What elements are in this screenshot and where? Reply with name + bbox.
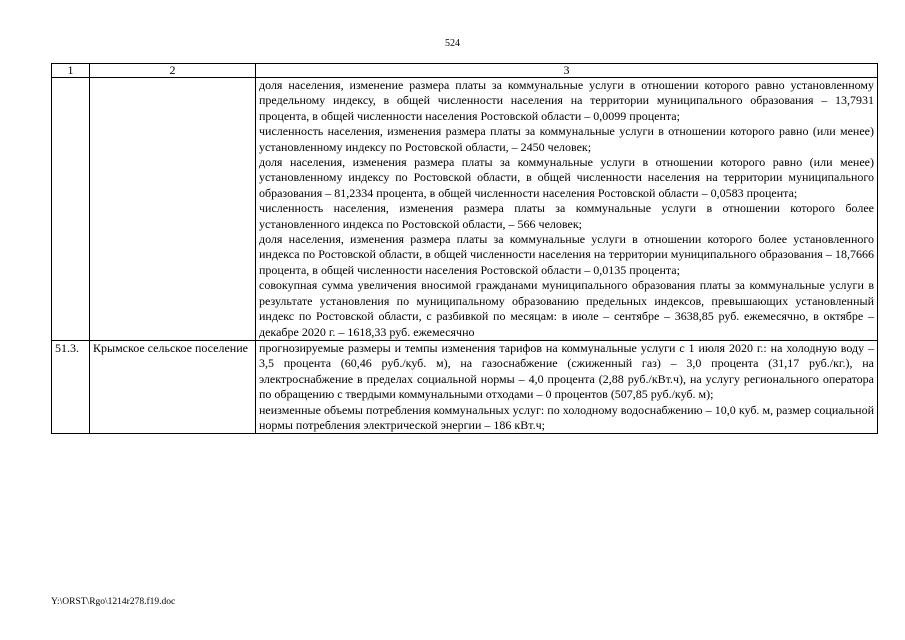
table-row [52, 78, 878, 341]
row-content [256, 78, 878, 341]
content-paragraph: прогнозируемые размеры и темпы изменения тарифов на коммунальные услуги с 1 июля 2020 г.: на холодную воду – 3,5 процента (60,46 руб./куб. м), на газоснабжение (сжиженный газ) – 3,0 процента (31,17 руб./кг.), на электроснабжение в пределах социальной нормы – 4,0 процента (2,88 руб./кВт.ч), на услугу регионального оператора по обращению с твердыми коммунальными отходами – 0 процентов (507,85 руб./куб. м); [259, 340, 874, 402]
content-paragraph: неизменные объемы потребления коммунальных услуг: по холодному водоснабжению – 10,0 куб. м, размер социальной нормы потребления электрической энергии – 186 кВт.ч; [259, 402, 874, 432]
content-paragraph: доля населения, изменение размера платы за коммунальные услуги в отношении которого равно установленному предельному индексу, в общей численности населения на территории муниципального образования – 13,7931 процента, в общей численности населения Ростовской области – 0,0099 процента; [259, 78, 874, 123]
table-row [52, 340, 878, 433]
footer-file-path: Y:\ORST\Rgo\1214r278.f19.doc [51, 597, 176, 607]
header-col-1: 1 [52, 64, 90, 78]
content-paragraph: доля населения, изменения размера платы за коммунальные услуги в отношении которого равно (или менее) установленному индексу по Ростовской области, в общей численности населения на территории муниципального образования – 81,2334 процента, в общей численности населения Ростовской области – 0,0583 процента; [259, 155, 874, 200]
content-paragraph: доля населения, изменения размера платы за коммунальные услуги в отношении которого более установленного индекса по Ростовской области, в общей численности населения на территории муниципального образования – 18,7666 процента, в общей численности населения Ростовской области – 0,0135 процента; [259, 232, 874, 277]
header-col-2: 2 [90, 64, 256, 78]
table-header-row [52, 64, 878, 78]
row-name [90, 78, 256, 341]
row-name: Крымское сельское поселение [90, 340, 256, 433]
content-paragraph: численность населения, изменения размера платы за коммунальные услуги в отношении которого более установленного индекса по Ростовской области, – 566 человек; [259, 201, 874, 231]
row-number [52, 78, 90, 341]
content-paragraph: совокупная сумма увеличения вносимой гражданами муниципального образования платы за коммунальные услуги в результате установления по муниципальному образованию предельных индексов, превышающих установленный индекс по Ростовской области, с разбивкой по месяцам: в июле – сентябре – 3638,85 руб. ежемесячно, в октябре – декабре 2020 г. – 1618,33 руб. ежемесячно [259, 278, 874, 339]
row-content [256, 340, 878, 433]
content-paragraph: численность населения, изменения размера платы за коммунальные услуги в отношении которого равно (или менее) установленному индексу по Ростовской области, – 2450 человек; [259, 124, 874, 154]
document-table [51, 63, 878, 434]
page-number: 524 [445, 38, 460, 49]
row-number: 51.3. [52, 340, 90, 433]
header-col-3: 3 [256, 64, 878, 78]
